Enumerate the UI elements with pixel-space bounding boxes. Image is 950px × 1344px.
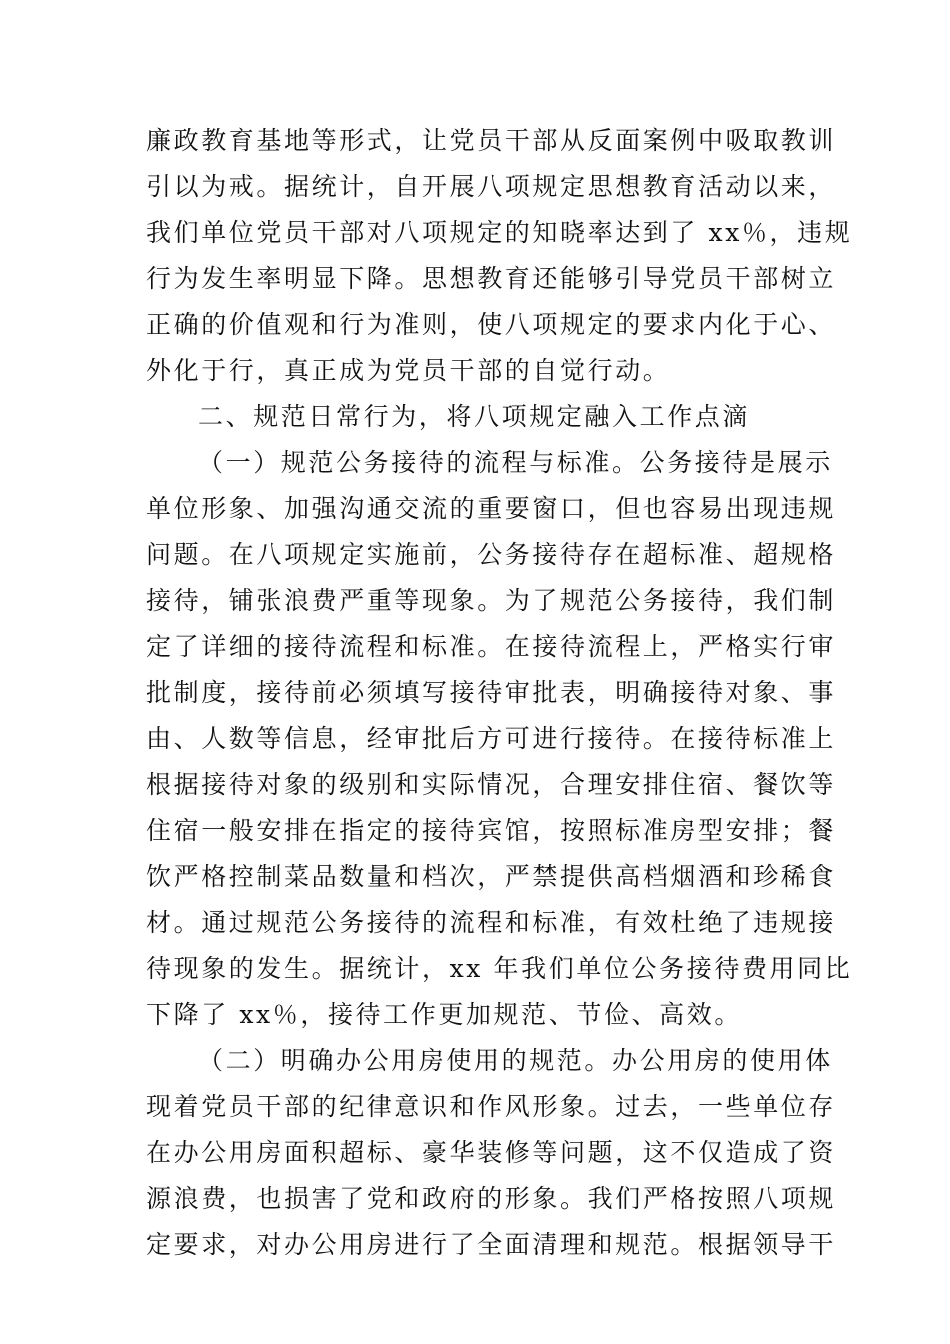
text-line: 廉政教育基地等形式，让党员干部从反面案例中吸取教训 xyxy=(146,126,837,155)
text-line: 饮严格控制菜品数量和档次，严禁提供高档烟酒和珍稀食 xyxy=(146,862,837,891)
text-line: 正确的价值观和行为准则，使八项规定的要求内化于心、 xyxy=(146,310,837,339)
text-line: 批制度，接待前必须填写接待审批表，明确接待对象、事 xyxy=(146,678,837,707)
text-line: 由、人数等信息，经审批后方可进行接待。在接待标准上 xyxy=(146,724,837,753)
text-line: 外化于行，真正成为党员干部的自觉行动。 xyxy=(146,356,671,385)
text-line: 定了详细的接待流程和标准。在接待流程上，严格实行审 xyxy=(146,632,837,661)
text-line: 住宿一般安排在指定的接待宾馆，按照标准房型安排；餐 xyxy=(146,816,837,845)
text-line: 引以为戒。据统计，自开展八项规定思想教育活动以来， xyxy=(146,172,837,201)
text-line: 接待，铺张浪费严重等现象。为了规范公务接待，我们制 xyxy=(146,586,837,615)
section-heading: 二、规范日常行为，将八项规定融入工作点滴 xyxy=(198,402,751,431)
text-line: 我们单位党员干部对八项规定的知晓率达到了 xx％，违规 xyxy=(146,218,853,247)
subsection-heading-line: （二）明确办公用房使用的规范。办公用房的使用体 xyxy=(198,1046,833,1075)
text-line: 在办公用房面积超标、豪华装修等问题，这不仅造成了资 xyxy=(146,1138,837,1167)
text-line: 定要求，对办公用房进行了全面清理和规范。根据领导干 xyxy=(146,1230,837,1259)
text-line: 源浪费，也损害了党和政府的形象。我们严格按照八项规 xyxy=(146,1184,837,1213)
text-line: 待现象的发生。据统计，xx 年我们单位公务接待费用同比 xyxy=(146,954,853,983)
text-line: 现着党员干部的纪律意识和作风形象。过去，一些单位存 xyxy=(146,1092,837,1121)
text-line: 下降了 xx％，接待工作更加规范、节俭、高效。 xyxy=(146,1000,742,1029)
text-line: 材。通过规范公务接待的流程和标准，有效杜绝了违规接 xyxy=(146,908,837,937)
text-line: 单位形象、加强沟通交流的重要窗口，但也容易出现违规 xyxy=(146,494,837,523)
document-body xyxy=(146,118,853,1268)
text-line: 行为发生率明显下降。思想教育还能够引导党员干部树立 xyxy=(146,264,837,293)
text-line: 问题。在八项规定实施前，公务接待存在超标准、超规格 xyxy=(146,540,837,569)
subsection-heading-line: （一）规范公务接待的流程与标准。公务接待是展示 xyxy=(198,448,833,477)
text-line: 根据接待对象的级别和实际情况，合理安排住宿、餐饮等 xyxy=(146,770,837,799)
